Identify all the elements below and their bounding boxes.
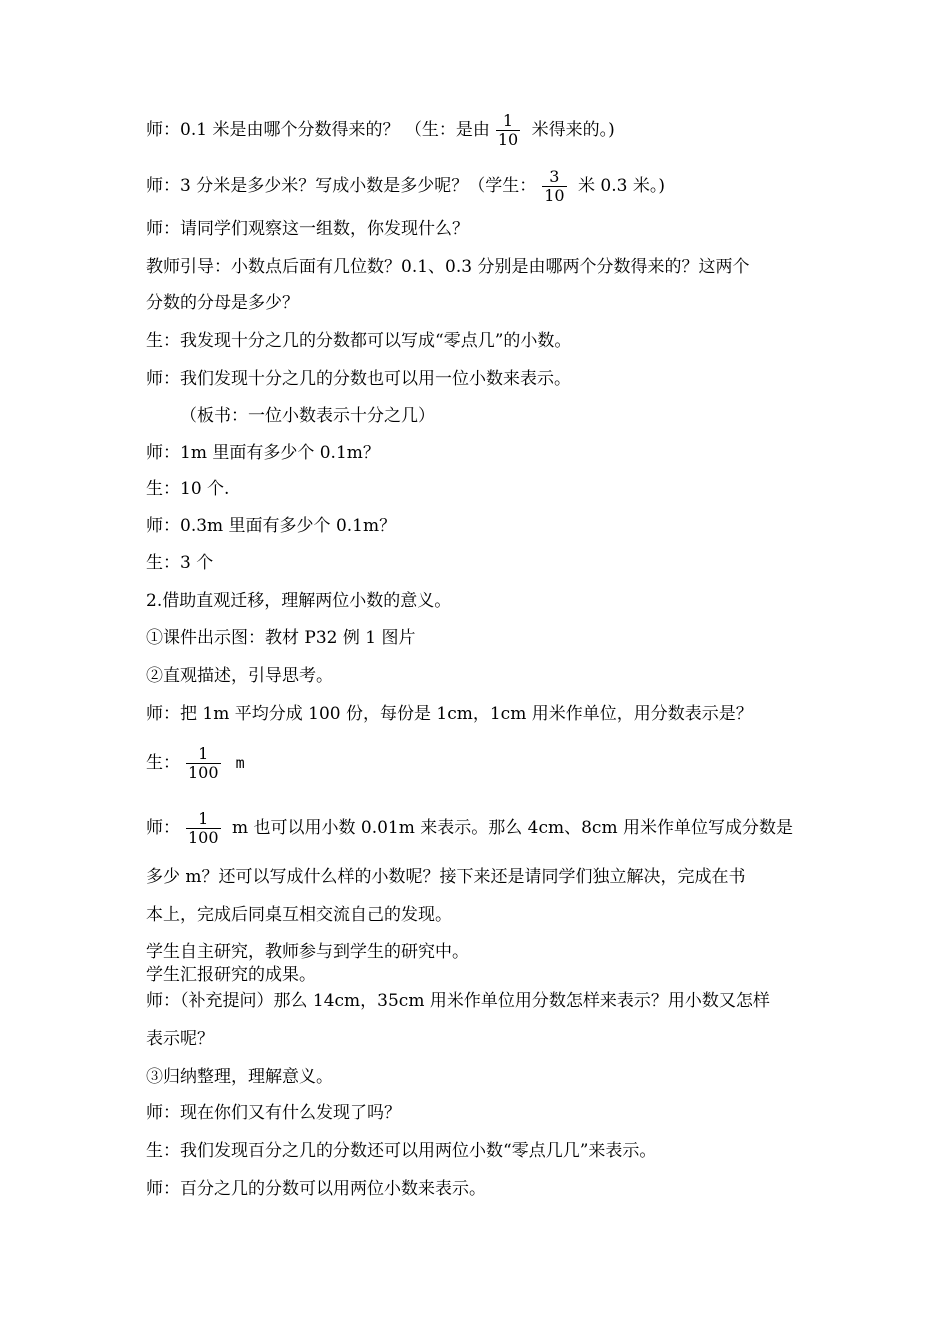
text-line: 生：3 个 [146, 553, 214, 573]
text-line: 本上，完成后同桌互相交流自己的发现。 [146, 905, 452, 925]
fraction-denominator: 10 [544, 186, 565, 205]
text-line: 师：请同学们观察这一组数，你发现什么？ [146, 219, 469, 239]
text-segment: 米得来的。) [526, 120, 615, 140]
teacher-explanation-line [146, 810, 793, 847]
fraction-denominator: 10 [497, 130, 519, 149]
text-line: ②直观描述，引导思考。 [146, 666, 333, 686]
fraction-denominator: 100 [188, 763, 219, 782]
text-line: 生：10 个. [146, 479, 230, 499]
teacher-question-line [146, 112, 615, 149]
text-line: ③归纳整理，理解意义。 [146, 1067, 333, 1087]
text-line: 表示呢？ [146, 1029, 214, 1049]
fraction [496, 112, 520, 149]
text-line: 学生自主研究，教师参与到学生的研究中。 [146, 942, 469, 962]
fraction-numerator: 3 [549, 167, 560, 186]
board-note: （板书：一位小数表示十分之几） [180, 406, 435, 426]
text-segment: 师：0.1 米是由哪个分数得来的？ （生：是由 [146, 120, 490, 140]
text-segment: 生： [146, 753, 180, 773]
text-line: 师：把 1m 平均分成 100 份，每份是 1cm，1cm 用米作单位，用分数表示是？ [146, 704, 753, 724]
text-line: 学生汇报研究的成果。 [146, 965, 316, 985]
text-segment: m [226, 754, 245, 772]
text-segment: 师：3 分米是多少米？写成小数是多少呢？（学生： [146, 176, 537, 196]
student-answer-line [146, 745, 245, 782]
fraction-numerator: 1 [198, 744, 209, 763]
text-segment: 师： [146, 818, 180, 838]
text-segment: m 也可以用小数 0.01m 来表示。那么 4cm、8cm 用米作单位写成分数是 [226, 818, 793, 838]
text-line: 多少 m？还可以写成什么样的小数呢？接下来还是请同学们独立解决，完成在书 [146, 867, 746, 887]
section-heading: 2.借助直观迁移，理解两位小数的意义。 [146, 591, 452, 611]
text-line: 生：我们发现百分之几的分数还可以用两位小数“零点几几”来表示。 [146, 1141, 657, 1161]
teacher-question-line [146, 168, 665, 205]
text-line: 师：（补充提问）那么 14cm，35cm 用米作单位用分数怎样来表示？用小数又怎样 [146, 991, 770, 1011]
fraction-numerator: 1 [198, 809, 209, 828]
text-line: ①课件出示图：教材 P32 例 1 图片 [146, 628, 416, 648]
text-line: 师：百分之几的分数可以用两位小数来表示。 [146, 1179, 486, 1199]
fraction [186, 745, 221, 782]
text-segment: 米 0.3 米。) [572, 176, 665, 196]
text-line: 师：0.3m 里面有多少个 0.1m？ [146, 516, 397, 536]
fraction-numerator: 1 [502, 111, 514, 130]
text-line: 师：现在你们又有什么发现了吗？ [146, 1103, 401, 1123]
fraction [186, 810, 221, 847]
fraction [542, 168, 566, 205]
text-line: 生：我发现十分之几的分数都可以写成“零点几”的小数。 [146, 331, 572, 351]
text-line: 分数的分母是多少？ [146, 293, 299, 313]
text-line: 师：我们发现十分之几的分数也可以用一位小数来表示。 [146, 369, 571, 389]
text-line: 教师引导：小数点后面有几位数？0.1、0.3 分别是由哪两个分数得来的？这两个 [146, 257, 750, 277]
fraction-denominator: 100 [188, 828, 219, 847]
text-line: 师：1m 里面有多少个 0.1m？ [146, 443, 380, 463]
